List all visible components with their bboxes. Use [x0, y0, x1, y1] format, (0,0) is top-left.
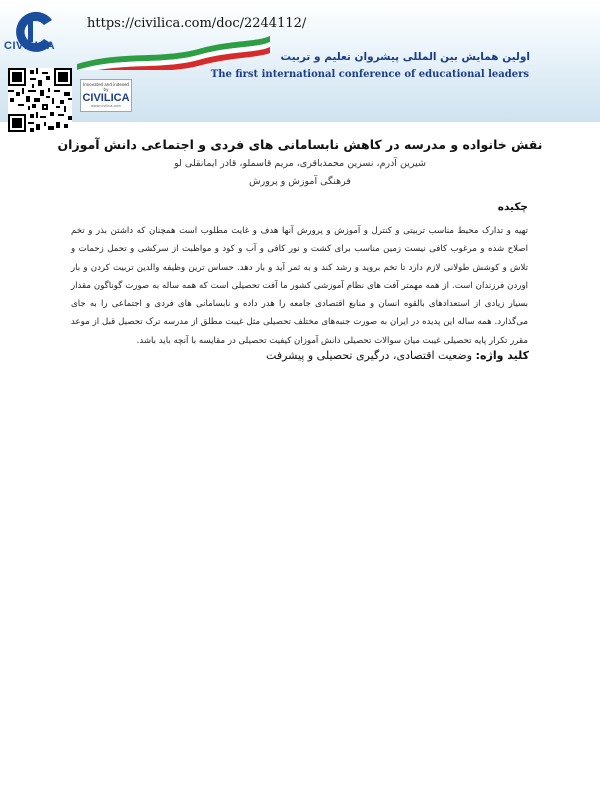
- conference-title-en: The first international conference of educational leaders: [210, 69, 529, 80]
- keywords-label: کلید واژه:: [475, 349, 529, 362]
- document-url[interactable]: https://civilica.com/doc/2244112/: [87, 16, 307, 31]
- abstract-text: تهیه و تدارک محیط مناسب تربیتی و کنترل و آموزش و پرورش آنها هدف و غایت مطلوب است همچنان که داشتن بذر و تخم اصلاح شده و مرغوب کافی نیست زمین مناسب برای کشت و نور کافی و آب و کود و مواظبت از سرکشی و تحمل زحمات و تلاش و کوشش طولانی لازم دارد تا تخم بروید و رشد کند و به ثمر آید و بار دهد. حساس ترین وظیفه والدین تربیت کردن و بار اوردن فرزندان است. از همه مهمتر آفت های نظام آموزشی کشور ما آفت تحصیلی است که همه ساله به صورت گوناگون مقدار بسیار زیادی از استعدادهای بالقوه انسان و منابع اقتصادی جامعه را هدر داده و نابسامانی های فردی و اجتماعی را به جای می‌گذارد. همه ساله این پدیده در ایران به صورت جنبه‌های مختلف تحصیلی مثل غیبت مطلق از مدرسه ترک تحصیل قبل از موعد مقرر تکرار پایه تحصیلی غیبت میان سوالات تحصیلی دانش آموزان کیفیت تحصیلی در مقایسه با آنچه باید باشد.: [71, 226, 528, 346]
- abstract-heading: چکیده: [497, 201, 528, 213]
- paper-affiliation: فرهنگی آموزش و پرورش: [249, 176, 351, 187]
- keywords: [266, 349, 529, 362]
- civilica-index-badge: [80, 79, 132, 112]
- paper-title: نقش خانواده و مدرسه در کاهش نابسامانی های فردی و اجتماعی دانش آموزان: [57, 137, 543, 152]
- qr-code-icon[interactable]: [8, 68, 72, 132]
- badge-top-text: Innovated and indexed by: [83, 82, 129, 92]
- paper-authors: شیرین آدرم، نسرین محمدباقری، مریم قاسملو، قادر ایمانقلی لو: [174, 158, 426, 169]
- badge-bottom-text: www.civilica.com: [91, 104, 121, 108]
- conference-title-fa: اولین همایش بین المللی پیشروان تعلیم و تربیت: [280, 51, 530, 63]
- civilica-logo-icon: [6, 6, 62, 62]
- badge-name: CIVILICA: [82, 92, 130, 104]
- logo-text: CIVILICA: [4, 40, 56, 52]
- iran-flag-ribbon-icon: [72, 30, 272, 70]
- keywords-value: وضعیت اقتصادی، درگیری تحصیلی و پیشرفت: [266, 349, 473, 362]
